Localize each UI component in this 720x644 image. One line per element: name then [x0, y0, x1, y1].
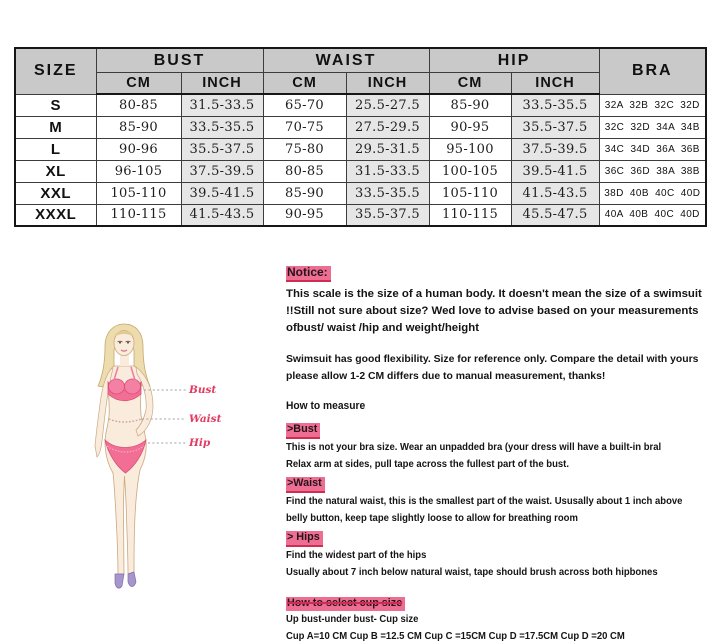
bust-inch-header: INCH	[181, 73, 263, 95]
measurement-figure	[68, 320, 228, 600]
waist-inch-cell: 25.5-27.5	[346, 94, 429, 116]
notes-column	[286, 263, 720, 644]
waist-inch-cell: 27.5-29.5	[346, 116, 429, 138]
waist-inch-cell: 29.5-31.5	[346, 138, 429, 160]
size-cell: S	[15, 94, 96, 116]
hip-cm-cell: 110-115	[429, 204, 511, 226]
table-row-l	[15, 138, 706, 160]
bikini-cup-left	[109, 379, 125, 394]
bra-cell: 34C 34D 36A 36B	[599, 138, 706, 160]
waist-inch-header: INCH	[346, 73, 429, 95]
flexibility-note-text: Swimsuit has good flexibility. Size for reference only. Compare the detail with yours please allow 1-2 CM differs due to manual measurement, thanks!	[286, 354, 699, 382]
waist-label: Waist	[189, 413, 222, 425]
table-row-m	[15, 116, 706, 138]
waist-cm-cell: 85-90	[263, 182, 346, 204]
waist-cm-cell: 70-75	[263, 116, 346, 138]
bra-cell: 40A 40B 40C 40D	[599, 204, 706, 226]
bust-instruction-line2: Relax arm at sides, pull tape across the fullest part of the bust.	[286, 459, 569, 470]
left-eye-pupil	[119, 342, 121, 344]
bust-inch-cell: 39.5-41.5	[181, 182, 263, 204]
bust-cm-header: CM	[96, 73, 181, 95]
hip-inch-cell: 37.5-39.5	[511, 138, 599, 160]
waist-instruction-line1: Find the natural waist, this is the smallest part of the waist. Ususally about 1 inch above	[286, 496, 683, 507]
bust-cm-cell: 105-110	[96, 182, 181, 204]
hips-section-heading: > Hips	[286, 531, 323, 547]
waist-inch-cell: 33.5-35.5	[346, 182, 429, 204]
right-eye-pupil	[127, 342, 129, 344]
size-cell: M	[15, 116, 96, 138]
hip-cm-cell: 95-100	[429, 138, 511, 160]
right-shoe	[128, 572, 136, 587]
hip-inch-cell: 41.5-43.5	[511, 182, 599, 204]
waist-inch-cell: 35.5-37.5	[346, 204, 429, 226]
size-cell: XL	[15, 160, 96, 182]
hips-instruction-line1: Find the widest part of the hips	[286, 550, 427, 561]
hip-cm-cell: 85-90	[429, 94, 511, 116]
hip-inch-cell: 33.5-35.5	[511, 94, 599, 116]
bust-inch-cell: 31.5-33.5	[181, 94, 263, 116]
table-row-s	[15, 94, 706, 116]
notice-heading: Notice:	[286, 266, 331, 282]
bust-inch-cell: 35.5-37.5	[181, 138, 263, 160]
waist-cm-cell: 90-95	[263, 204, 346, 226]
hip-cm-header: CM	[429, 73, 511, 95]
bra-cell: 32C 32D 34A 34B	[599, 116, 706, 138]
size-chart-table	[14, 47, 707, 227]
hip-cm-cell: 105-110	[429, 182, 511, 204]
hip-cm-cell: 90-95	[429, 116, 511, 138]
bust-cm-cell: 80-85	[96, 94, 181, 116]
hip-inch-cell: 45.5-47.5	[511, 204, 599, 226]
bra-cell: 38D 40B 40C 40D	[599, 182, 706, 204]
hip-inch-cell: 35.5-37.5	[511, 116, 599, 138]
cup-size-line2: Cup A=10 CM Cup B =12.5 CM Cup C =15CM Cup D =17.5CM Cup D =20 CM	[286, 631, 625, 642]
table-header-row-groups	[15, 48, 706, 73]
size-column-header: SIZE	[15, 48, 96, 94]
table-row-xxl	[15, 182, 706, 204]
notice-body-text: This scale is the size of a human body. It doesn't mean the size of a swimsuit !!Still not sure about size? Wed love to advise based on your measurements ofbust/ waist /hip and weight/height	[286, 288, 702, 334]
how-to-measure-title: How to measure	[286, 400, 366, 412]
size-cell: L	[15, 138, 96, 160]
bust-group-header: BUST	[96, 48, 263, 73]
waist-cm-cell: 80-85	[263, 160, 346, 182]
hips-instruction-line2: Usually about 7 inch below natural waist, tape should brush across both hipbones	[286, 567, 658, 578]
woman-sketch-illustration	[68, 320, 228, 600]
cup-size-section-heading: How to select cup size	[286, 597, 405, 611]
waist-cm-cell: 75-80	[263, 138, 346, 160]
hip-cm-cell: 100-105	[429, 160, 511, 182]
cup-size-line1: Up bust-under bust- Cup size	[286, 614, 419, 625]
bust-cm-cell: 85-90	[96, 116, 181, 138]
table-row-xxxl	[15, 204, 706, 226]
bust-cm-cell: 96-105	[96, 160, 181, 182]
hip-label: Hip	[189, 437, 211, 449]
bra-cell: 36C 36D 38A 38B	[599, 160, 706, 182]
waist-cm-cell: 65-70	[263, 94, 346, 116]
bust-cm-cell: 90-96	[96, 138, 181, 160]
bust-instruction-line1: This is not your bra size. Wear an unpadded bra (your dress will have a built-in bral	[286, 442, 662, 453]
hip-inch-header: INCH	[511, 73, 599, 95]
waist-instruction-line2: belly button, keep tape slightly loose to allow for breathing room	[286, 513, 578, 524]
bikini-cup-right	[125, 379, 141, 394]
left-shoe	[115, 574, 124, 588]
waist-inch-cell: 31.5-33.5	[346, 160, 429, 182]
bust-inch-cell: 41.5-43.5	[181, 204, 263, 226]
bust-section-heading: >Bust	[286, 423, 320, 439]
bust-label: Bust	[189, 384, 217, 396]
size-cell: XXXL	[15, 204, 96, 226]
bra-column-header: BRA	[599, 48, 706, 94]
table-row-xl	[15, 160, 706, 182]
bust-inch-cell: 37.5-39.5	[181, 160, 263, 182]
waist-section-heading: >Waist	[286, 477, 325, 493]
hip-group-header: HIP	[429, 48, 599, 73]
bra-cell: 32A 32B 32C 32D	[599, 94, 706, 116]
size-cell: XXL	[15, 182, 96, 204]
waist-group-header: WAIST	[263, 48, 429, 73]
bust-inch-cell: 33.5-35.5	[181, 116, 263, 138]
bust-cm-cell: 110-115	[96, 204, 181, 226]
waist-cm-header: CM	[263, 73, 346, 95]
hip-inch-cell: 39.5-41.5	[511, 160, 599, 182]
